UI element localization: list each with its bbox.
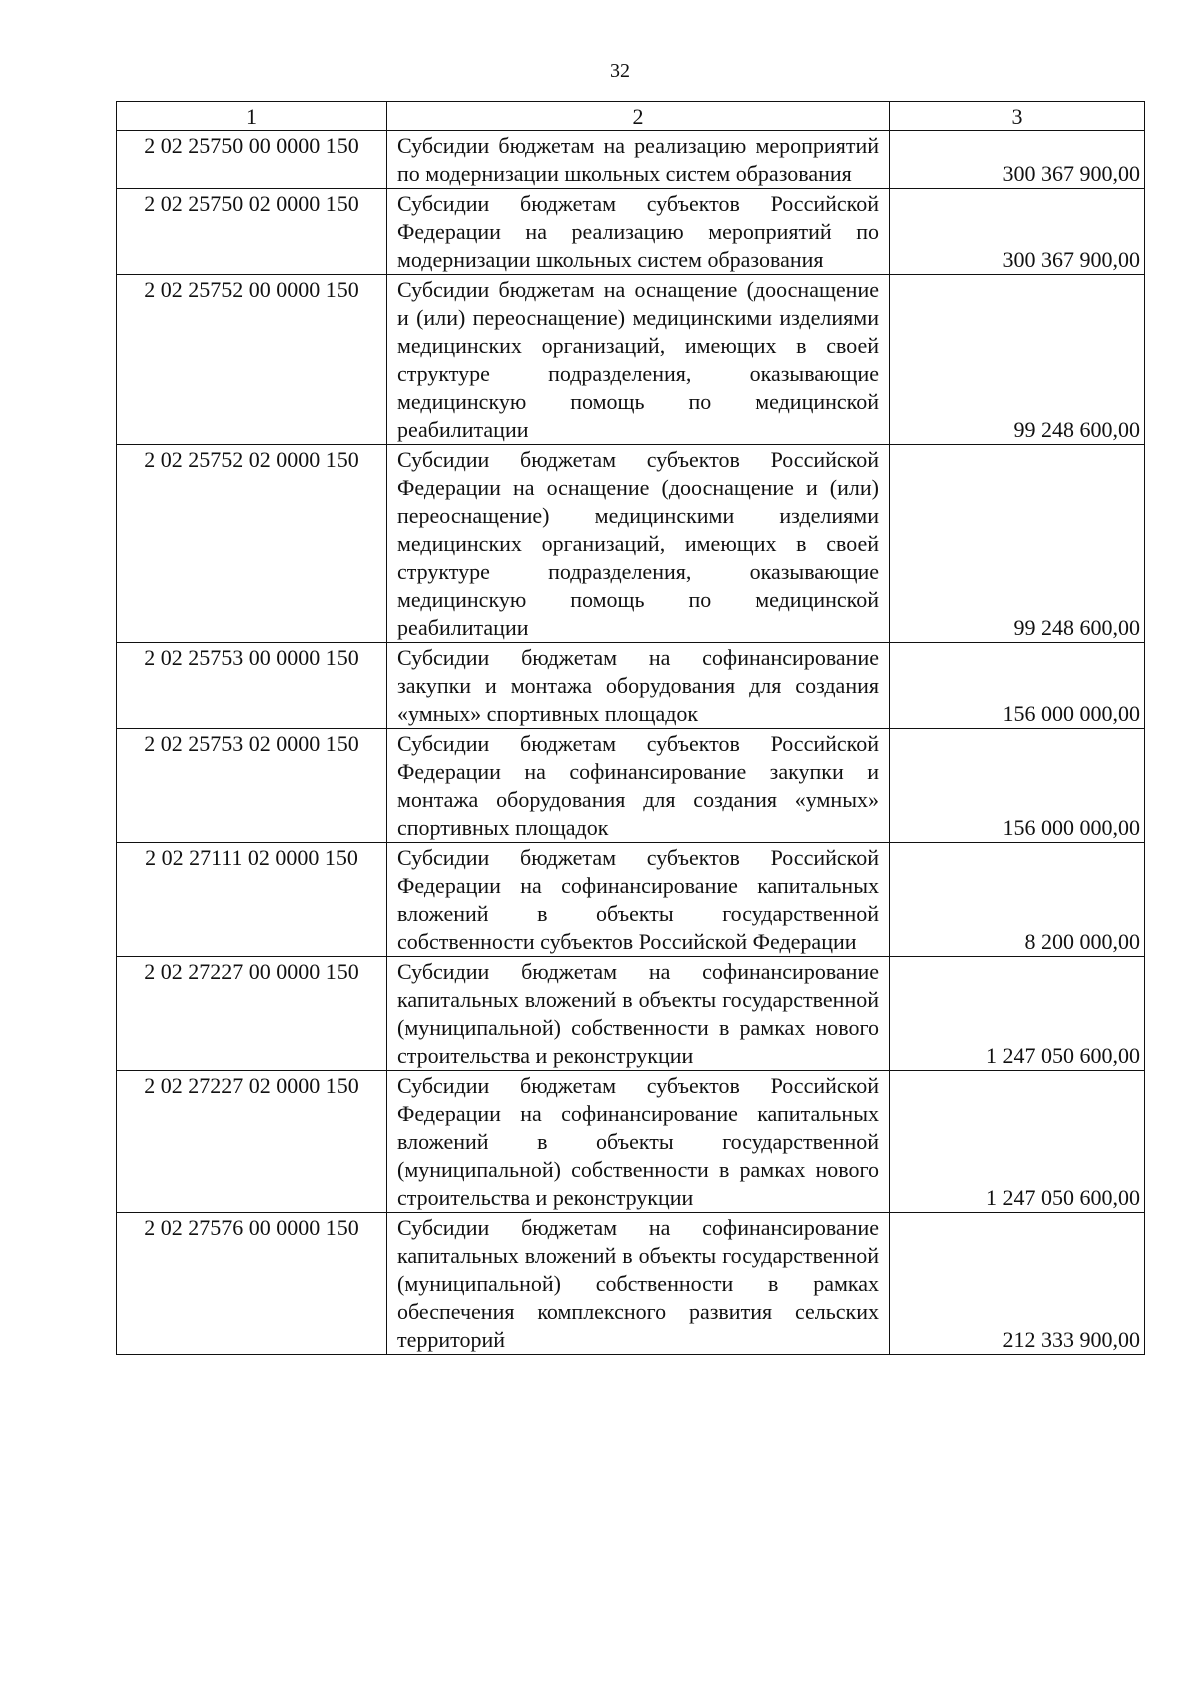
row-description: Субсидии бюджетам субъектов Российской Федерации на реализацию мероприятий по модернизации школьных систем образования — [387, 189, 890, 275]
row-amount: 212 333 900,00 — [890, 1213, 1145, 1355]
budget-revenue-table — [116, 101, 1145, 1355]
table-row — [117, 131, 1145, 189]
page-number: 32 — [610, 60, 630, 82]
row-code: 2 02 25750 00 0000 150 — [117, 131, 387, 189]
column-header-amount: 3 — [890, 102, 1145, 131]
row-description: Субсидии бюджетам субъектов Российской Федерации на софинансирование капитальных вложений в объекты государственной собственности субъектов Российской Федерации — [387, 843, 890, 957]
row-code: 2 02 25752 02 0000 150 — [117, 445, 387, 643]
row-description: Субсидии бюджетам на софинансирование капитальных вложений в объекты государственной (муниципальной) собственности в рамках обеспечения комплексного развития сельских территорий — [387, 1213, 890, 1355]
row-description: Субсидии бюджетам на реализацию мероприятий по модернизации школьных систем образования — [387, 131, 890, 189]
column-header-code: 1 — [117, 102, 387, 131]
row-code: 2 02 27227 00 0000 150 — [117, 957, 387, 1071]
row-description: Субсидии бюджетам субъектов Российской Федерации на софинансирование закупки и монтажа оборудования для создания «умных» спортивных площадок — [387, 729, 890, 843]
table-row — [117, 729, 1145, 843]
row-amount: 99 248 600,00 — [890, 275, 1145, 445]
row-description: Субсидии бюджетам субъектов Российской Федерации на оснащение (дооснащение и (или) переоснащение) медицинскими изделиями медицинских организаций, имеющих в своей структуре подразделения, оказывающие медицинскую помощь по медицинской реабилитации — [387, 445, 890, 643]
table-row — [117, 1213, 1145, 1355]
table-row — [117, 189, 1145, 275]
table-row — [117, 957, 1145, 1071]
row-amount: 156 000 000,00 — [890, 729, 1145, 843]
row-description: Субсидии бюджетам субъектов Российской Федерации на софинансирование капитальных вложений в объекты государственной (муниципальной) собственности в рамках нового строительства и реконструкции — [387, 1071, 890, 1213]
table-row — [117, 1071, 1145, 1213]
row-amount: 156 000 000,00 — [890, 643, 1145, 729]
row-amount: 1 247 050 600,00 — [890, 1071, 1145, 1213]
row-amount: 1 247 050 600,00 — [890, 957, 1145, 1071]
row-description: Субсидии бюджетам на софинансирование капитальных вложений в объекты государственной (муниципальной) собственности в рамках нового строительства и реконструкции — [387, 957, 890, 1071]
row-code: 2 02 27576 00 0000 150 — [117, 1213, 387, 1355]
column-header-description: 2 — [387, 102, 890, 131]
table-row — [117, 643, 1145, 729]
row-description: Субсидии бюджетам на софинансирование закупки и монтажа оборудования для создания «умных» спортивных площадок — [387, 643, 890, 729]
row-code: 2 02 27111 02 0000 150 — [117, 843, 387, 957]
row-amount: 300 367 900,00 — [890, 131, 1145, 189]
table-row — [117, 445, 1145, 643]
row-amount: 99 248 600,00 — [890, 445, 1145, 643]
header-row — [117, 102, 1145, 131]
row-amount: 8 200 000,00 — [890, 843, 1145, 957]
row-description: Субсидии бюджетам на оснащение (дооснащение и (или) переоснащение) медицинскими изделиями медицинских организаций, имеющих в своей структуре подразделения, оказывающие медицинскую помощь по медицинской реабилитации — [387, 275, 890, 445]
table-row — [117, 275, 1145, 445]
row-code: 2 02 25752 00 0000 150 — [117, 275, 387, 445]
table-row — [117, 843, 1145, 957]
row-code: 2 02 25753 02 0000 150 — [117, 729, 387, 843]
row-code: 2 02 25750 02 0000 150 — [117, 189, 387, 275]
row-amount: 300 367 900,00 — [890, 189, 1145, 275]
row-code: 2 02 25753 00 0000 150 — [117, 643, 387, 729]
row-code: 2 02 27227 02 0000 150 — [117, 1071, 387, 1213]
